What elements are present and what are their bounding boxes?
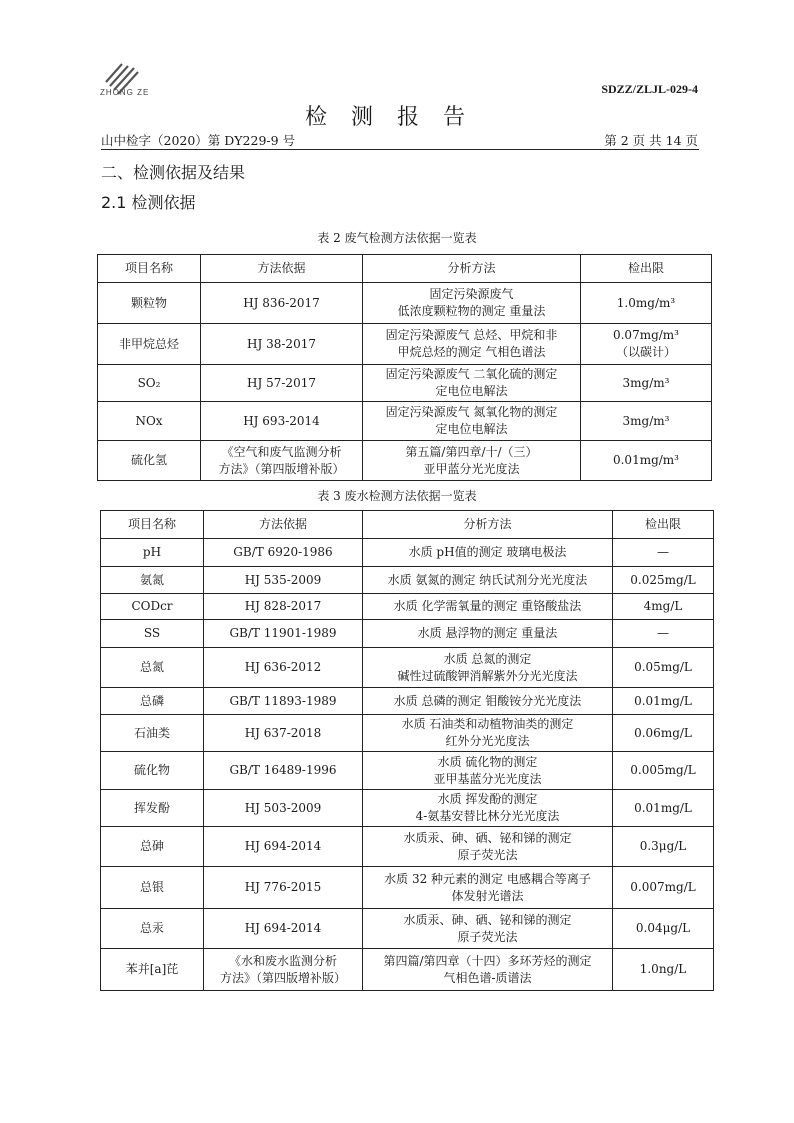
header-divider xyxy=(101,149,699,150)
report-number: 山中检字（2020）第 DY229-9 号 xyxy=(101,133,296,148)
table-cell-method: 水质 32 种元素的测定 电感耦合等离子 体发射光谱法 xyxy=(363,867,613,909)
table-cell-limit: 0.005mg/L xyxy=(613,752,714,790)
table-cell-item: pH xyxy=(101,539,204,567)
table-cell-item: 氨氮 xyxy=(101,567,204,594)
table-cell-limit: 0.01mg/L xyxy=(613,790,714,827)
table-cell-item: SO₂ xyxy=(98,365,201,402)
column-header: 项目名称 xyxy=(98,255,201,283)
table-row xyxy=(98,441,712,481)
table-row xyxy=(101,790,714,827)
table-cell-basis: HJ 693-2014 xyxy=(201,402,363,441)
table-row xyxy=(101,594,714,620)
table-row xyxy=(101,715,714,752)
table-cell-limit: 0.01mg/L xyxy=(613,688,714,715)
table-cell-method: 水质 总磷的测定 钼酸铵分光光度法 xyxy=(363,688,613,715)
table-cell-limit: 0.025mg/L xyxy=(613,567,714,594)
waste-gas-methods-table xyxy=(97,254,712,481)
section-title: 二、检测依据及结果 xyxy=(101,163,246,182)
table2-caption: 表 2 废气检测方法依据一览表 xyxy=(317,231,477,245)
table-row xyxy=(101,867,714,909)
table-cell-limit: 4mg/L xyxy=(613,594,714,620)
table-row xyxy=(101,949,714,991)
table-cell-item: 总银 xyxy=(101,867,204,909)
table-cell-method: 水质 石油类和动植物油类的测定 红外分光光度法 xyxy=(363,715,613,752)
table-cell-item: SS xyxy=(101,620,204,648)
table-cell-limit: 1.0mg/m³ xyxy=(581,283,712,324)
table-cell-limit: — xyxy=(613,539,714,567)
table-cell-method: 水质 氨氮的测定 纳氏试剂分光光度法 xyxy=(363,567,613,594)
table-cell-limit: 0.3μg/L xyxy=(613,827,714,867)
table-cell-basis: GB/T 16489-1996 xyxy=(204,752,363,790)
table-cell-basis: HJ 694-2014 xyxy=(204,827,363,867)
table-header-row xyxy=(98,255,712,283)
table-cell-basis: HJ 636-2012 xyxy=(204,648,363,688)
table-cell-item: 颗粒物 xyxy=(98,283,201,324)
table-cell-item: 挥发酚 xyxy=(101,790,204,827)
table-cell-method: 固定污染源废气 氮氧化物的测定 定电位电解法 xyxy=(363,402,581,441)
table-cell-basis: HJ 38-2017 xyxy=(201,324,363,365)
table-cell-method: 水质 挥发酚的测定 4-氨基安替比林分光光度法 xyxy=(363,790,613,827)
table-cell-limit: 0.06mg/L xyxy=(613,715,714,752)
table-cell-item: 硫化氢 xyxy=(98,441,201,481)
table-cell-item: 总砷 xyxy=(101,827,204,867)
column-header: 分析方法 xyxy=(363,255,581,283)
table-cell-item: NOx xyxy=(98,402,201,441)
table-cell-item: 硫化物 xyxy=(101,752,204,790)
table-cell-method: 水质 化学需氧量的测定 重铬酸盐法 xyxy=(363,594,613,620)
table-row xyxy=(101,567,714,594)
table-header-row xyxy=(101,511,714,539)
table-cell-basis: HJ 503-2009 xyxy=(204,790,363,827)
table-row xyxy=(101,752,714,790)
table-row xyxy=(101,648,714,688)
table-row xyxy=(101,539,714,567)
table-cell-basis: HJ 828-2017 xyxy=(204,594,363,620)
table-cell-basis: GB/T 11901-1989 xyxy=(204,620,363,648)
table-cell-basis: 《空气和废气监测分析 方法》（第四版增补版） xyxy=(201,441,363,481)
document-number: SDZZ/ZLJL-029-4 xyxy=(601,82,698,96)
table-cell-limit: 0.01mg/m³ xyxy=(581,441,712,481)
table-cell-limit: 3mg/m³ xyxy=(581,365,712,402)
table-cell-basis: HJ 637-2018 xyxy=(204,715,363,752)
table-cell-method: 水质 pH值的测定 玻璃电极法 xyxy=(363,539,613,567)
table-row xyxy=(101,827,714,867)
column-header: 检出限 xyxy=(581,255,712,283)
table3-caption: 表 3 废水检测方法依据一览表 xyxy=(317,489,477,503)
table-cell-method: 水质汞、砷、硒、铋和锑的测定 原子荧光法 xyxy=(363,827,613,867)
table-cell-item: 石油类 xyxy=(101,715,204,752)
column-header: 项目名称 xyxy=(101,511,204,539)
subsection-title: 2.1 检测依据 xyxy=(101,193,196,212)
table-cell-method: 固定污染源废气 总烃、甲烷和非 甲烷总烃的测定 气相色谱法 xyxy=(363,324,581,365)
table-cell-limit: 0.04μg/L xyxy=(613,909,714,949)
table-cell-method: 水质 硫化物的测定 亚甲基蓝分光光度法 xyxy=(363,752,613,790)
table-cell-method: 第四篇/第四章（十四）多环芳烃的测定 气相色谱-质谱法 xyxy=(363,949,613,991)
table-cell-method: 第五篇/第四章/十/（三） 亚甲蓝分光光度法 xyxy=(363,441,581,481)
table-cell-item: CODcr xyxy=(101,594,204,620)
table-row xyxy=(101,909,714,949)
page-info: 第 2 页 共 14 页 xyxy=(604,133,698,148)
table-cell-limit: 1.0ng/L xyxy=(613,949,714,991)
column-header: 检出限 xyxy=(613,511,714,539)
table-row xyxy=(101,688,714,715)
table-cell-basis: GB/T 6920-1986 xyxy=(204,539,363,567)
table-cell-method: 水质汞、砷、硒、铋和锑的测定 原子荧光法 xyxy=(363,909,613,949)
column-header: 分析方法 xyxy=(363,511,613,539)
table-cell-limit: 0.07mg/m³ （以碳计） xyxy=(581,324,712,365)
table-cell-basis: HJ 694-2014 xyxy=(204,909,363,949)
table-cell-method: 固定污染源废气 二氧化硫的测定 定电位电解法 xyxy=(363,365,581,402)
table-cell-item: 总汞 xyxy=(101,909,204,949)
table-cell-limit: 0.05mg/L xyxy=(613,648,714,688)
table-cell-basis: 《水和废水监测分析 方法》（第四版增补版） xyxy=(204,949,363,991)
table-cell-basis: HJ 57-2017 xyxy=(201,365,363,402)
table-cell-method: 水质 悬浮物的测定 重量法 xyxy=(363,620,613,648)
table-row xyxy=(98,365,712,402)
table-row xyxy=(98,324,712,365)
waste-water-methods-table xyxy=(100,510,714,991)
table-cell-method: 水质 总氮的测定 碱性过硫酸钾消解紫外分光光度法 xyxy=(363,648,613,688)
table-cell-limit: 3mg/m³ xyxy=(581,402,712,441)
table-cell-item: 总氮 xyxy=(101,648,204,688)
table-cell-method: 固定污染源废气 低浓度颗粒物的测定 重量法 xyxy=(363,283,581,324)
table-cell-basis: HJ 776-2015 xyxy=(204,867,363,909)
table-cell-basis: GB/T 11893-1989 xyxy=(204,688,363,715)
logo-text: ZHONG ZE xyxy=(100,88,150,97)
table-cell-limit: 0.007mg/L xyxy=(613,867,714,909)
table-row xyxy=(101,620,714,648)
table-row xyxy=(98,402,712,441)
page-title: 检测报告 xyxy=(304,105,489,130)
table-cell-basis: HJ 535-2009 xyxy=(204,567,363,594)
table-cell-limit: — xyxy=(613,620,714,648)
table-cell-basis: HJ 836-2017 xyxy=(201,283,363,324)
table-cell-item: 苯并[a]芘 xyxy=(101,949,204,991)
column-header: 方法依据 xyxy=(204,511,363,539)
table-cell-item: 总磷 xyxy=(101,688,204,715)
column-header: 方法依据 xyxy=(201,255,363,283)
table-cell-item: 非甲烷总烃 xyxy=(98,324,201,365)
table-row xyxy=(98,283,712,324)
